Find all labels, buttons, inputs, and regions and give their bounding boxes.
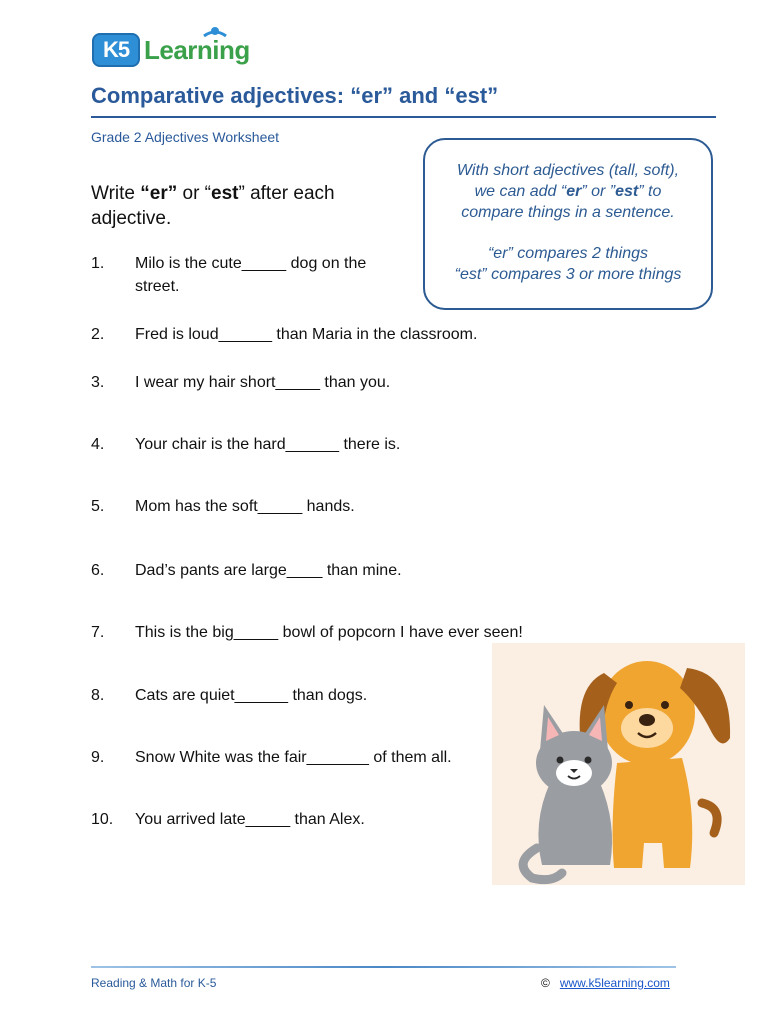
- footer-tagline: Reading & Math for K-5: [91, 976, 217, 990]
- info-box: [423, 138, 713, 310]
- question-text: Your chair is the hard______ there is.: [135, 436, 401, 453]
- question-text: Mom has the soft_____ hands.: [135, 498, 355, 515]
- info-line-3: compare things in a sentence.: [461, 204, 675, 221]
- question-text: Snow White was the fair_______ of them all.: [135, 749, 452, 766]
- instruction-suffix: ” after each adjective.: [91, 183, 335, 229]
- info-line-5: “est” compares 3 or more things: [454, 266, 682, 283]
- cat-dog-icon: [492, 643, 745, 885]
- logo-text: Learning: [144, 34, 250, 65]
- question-text: Fred is loud______ than Maria in the classroom.: [135, 326, 478, 343]
- k5-learning-logo: [92, 30, 250, 70]
- question-number: 4.: [91, 436, 105, 453]
- info-line-4: “er” compares 2 things: [487, 245, 649, 262]
- question-number: 2.: [91, 326, 105, 343]
- worksheet-subtitle: Grade 2 Adjectives Worksheet: [91, 129, 280, 145]
- question-text: You arrived late_____ than Alex.: [135, 811, 365, 828]
- title-divider: [91, 116, 716, 118]
- question-text: Cats are quiet______ than dogs.: [135, 687, 368, 704]
- question-text: Dad’s pants are large____ than mine.: [135, 562, 402, 579]
- page-title: Comparative adjectives: “er” and “est”: [91, 83, 499, 108]
- info-line-2-post: ” to: [638, 183, 662, 200]
- question-text: This is the big_____ bowl of popcorn I have ever seen!: [135, 624, 523, 641]
- instruction-est: est: [211, 183, 239, 204]
- instruction-text: [91, 181, 391, 231]
- info-line-1: With short adjectives (tall, soft),: [456, 162, 680, 179]
- info-est: est: [615, 183, 639, 200]
- info-line-2-mid: ” or ”: [581, 183, 616, 200]
- question-number: 5.: [91, 498, 105, 515]
- instruction-middle: or “: [177, 183, 212, 204]
- info-line-2: [425, 181, 711, 202]
- info-er: er: [566, 183, 582, 200]
- question-text: I wear my hair short_____ than you.: [135, 374, 391, 391]
- k5learning-link[interactable]: www.k5learning.com: [559, 976, 670, 990]
- question-number: 7.: [91, 624, 105, 641]
- footer-divider: [91, 966, 676, 968]
- jumping-figure-icon: [202, 26, 228, 48]
- question-number: 8.: [91, 687, 105, 704]
- copyright-symbol: ©: [541, 976, 550, 990]
- info-line-2-pre: we can add “: [474, 183, 567, 200]
- question-number: 3.: [91, 374, 105, 391]
- logo-badge: K5: [92, 33, 140, 67]
- instruction-er: “er”: [140, 183, 178, 204]
- question-number: 1.: [91, 255, 105, 272]
- instruction-prefix: Write: [91, 183, 141, 204]
- question-number: 10.: [91, 811, 114, 828]
- question-text: Milo is the cute_____ dog on the street.: [135, 255, 367, 295]
- footer-copyright: [541, 976, 670, 990]
- question-number: 6.: [91, 562, 105, 579]
- question-number: 9.: [91, 749, 105, 766]
- cat-and-dog-illustration: [492, 643, 745, 885]
